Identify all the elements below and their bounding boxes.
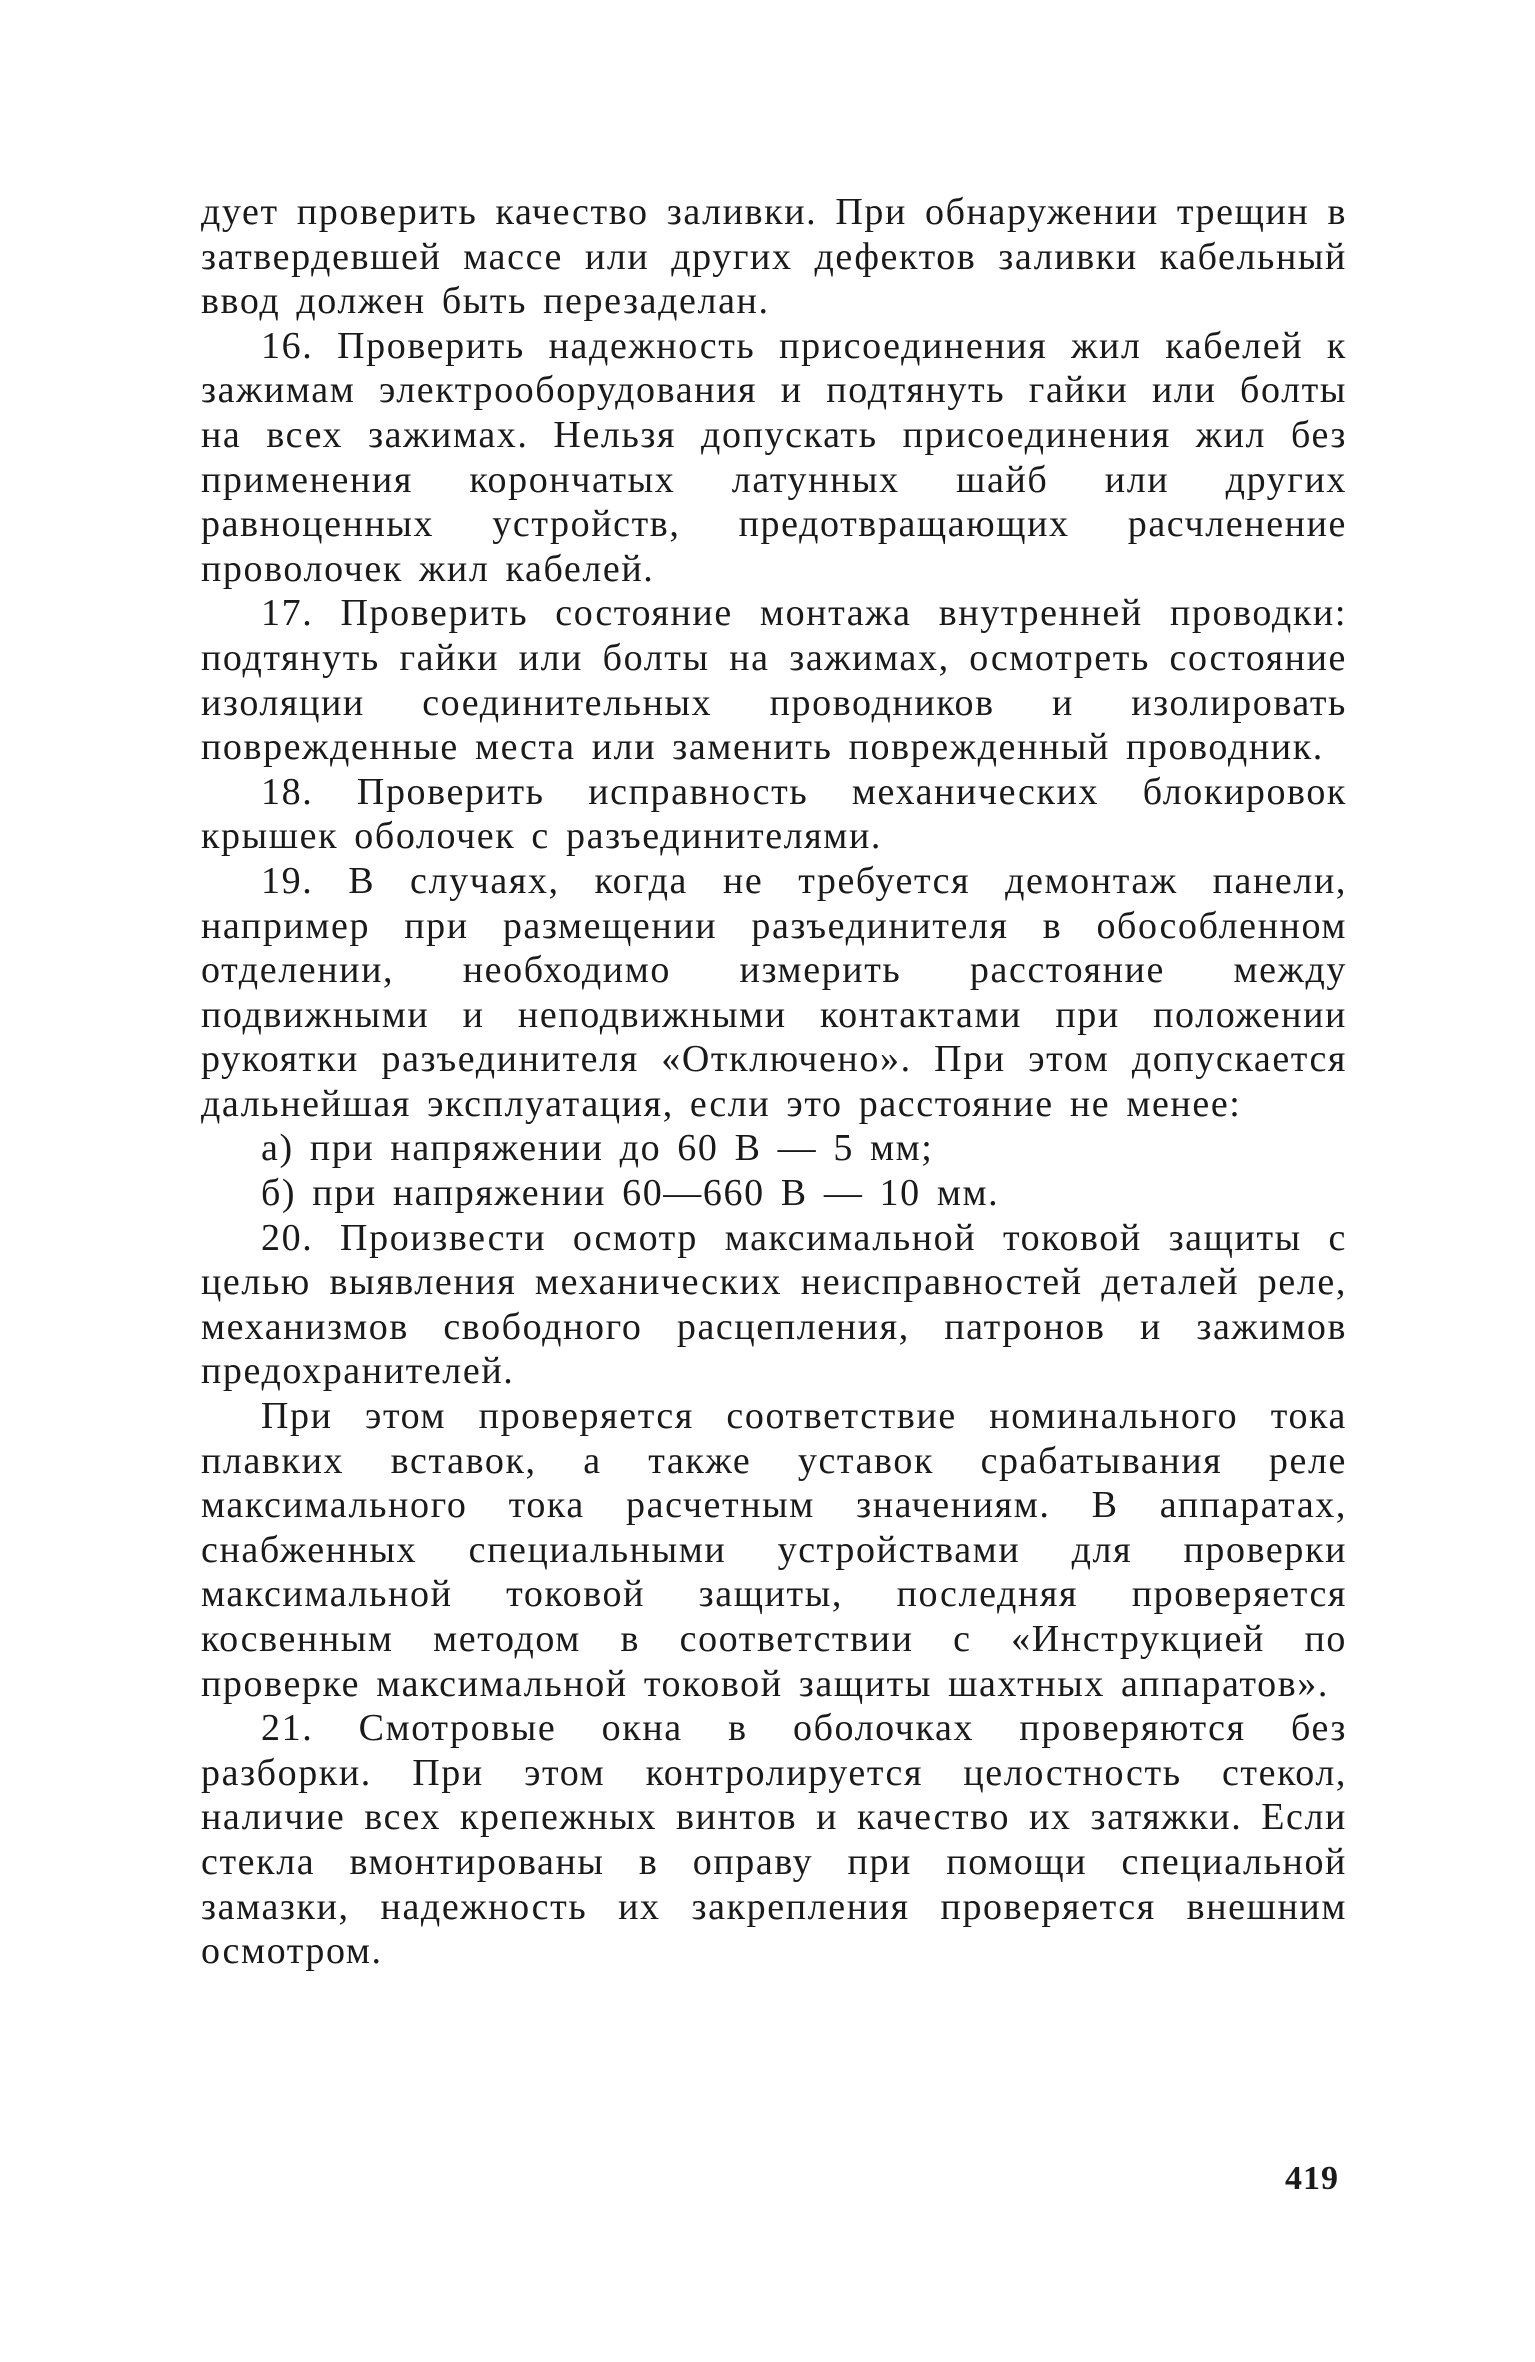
paragraph-item-19: 19. В случаях, когда не требуется демонтаж панели, например при размещении разъединителя в обособленном отделении, необходимо измерить расстояние между подвижными и неподвижными контактами при положении рукоятки разъединителя «Отключено». При этом допускается дальнейшая эксплуатация, если это расстояние не менее: (201, 859, 1347, 1125)
body-text (201, 190, 1347, 1974)
paragraph-item-21: 21. Смотровые окна в оболочках проверяются без разборки. При этом контролируется целостность стекол, наличие всех крепежных винтов и качество их затяжки. Если стекла вмонтированы в оправу при помощи специальной замазки, надежность их закрепления проверяется внешним осмотром. (201, 1707, 1347, 1973)
paragraph-item-17: 17. Проверить состояние монтажа внутренней проводки: подтянуть гайки или болты на зажимах, осмотреть состояние изоляции соединительных проводников и изолировать поврежденные места или заменить поврежденный проводник. (201, 592, 1347, 769)
subitem-b: б) при напряжении 60—660 В — 10 мм. (261, 1172, 1000, 1215)
paragraph-item-20-continued: При этом проверяется соответствие номинального тока плавких вставок, а также уставок срабатывания реле максимального тока расчетным значениям. В аппаратах, снабженных специальными устройствами для проверки максимальной токовой защиты, последняя проверяется косвенным методом в соответствии с «Инструкцией по проверке максимальной токовой защиты шахтных аппаратов». (201, 1395, 1347, 1705)
paragraph-continuation: дует проверить качество заливки. При обнаружении трещин в затвердевшей массе или других дефектов заливки кабельный ввод должен быть перезаделан. (201, 191, 1347, 323)
paragraph-item-18: 18. Проверить исправность механических блокировок крышек оболочек с разъединителями. (201, 770, 1347, 858)
paragraph-item-16: 16. Проверить надежность присоединения жил кабелей к зажимам электрооборудования и подтянуть гайки или болты на всех зажимах. Нельзя допускать присоединения жил без применения корончатых латунных шайб или других равноценных устройств, предотвращающих расчленение проволочек жил кабелей. (201, 324, 1347, 590)
paragraph-item-20: 20. Произвести осмотр максимальной токовой защиты с целью выявления механических неисправностей деталей реле, механизмов свободного расцепления, патронов и зажимов предохранителей. (201, 1216, 1347, 1393)
page-number: 419 (1285, 2160, 1339, 2197)
subitem-a: а) при напряжении до 60 В — 5 мм; (261, 1127, 934, 1170)
